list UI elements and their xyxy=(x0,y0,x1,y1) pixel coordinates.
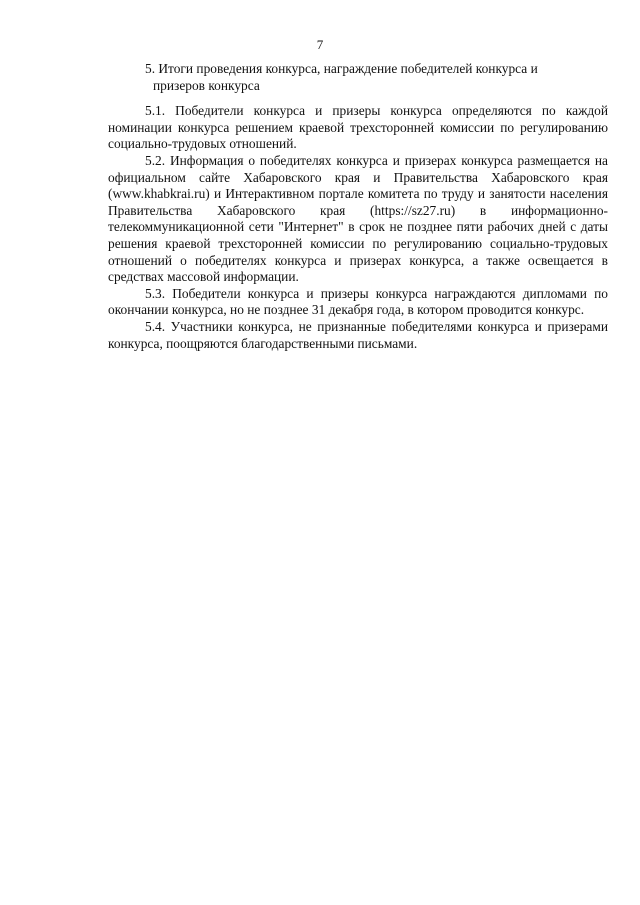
paragraph-5-2: 5.2. Информация о победителях конкурса и призерах конкурса размещается на официальном сайте Хабаровского края и Правительства Хабаровского края (www.khabkrai.ru) и Интерактивном портале комитета по труду и занятости населения Правительства Хабаровского края (https://sz27.ru) в информационно-телекоммуникационной сети "Интернет" в срок не позднее пяти рабочих дней с даты решения краевой трехсторонней комиссии по регулированию социально-трудовых отношений о победителях конкурса и призерах конкурса, а также освещается в средствах массовой информации. xyxy=(108,152,608,285)
section-heading-line-1: 5. Итоги проведения конкурса, награждение победителей конкурса и xyxy=(145,61,538,76)
section-heading-line-2: призеров конкурса xyxy=(153,77,260,93)
paragraph-5-4: 5.4. Участники конкурса, не признанные победителями конкурса и призерами конкурса, поощряются благодарственными письмами. xyxy=(108,318,608,351)
document-body xyxy=(108,61,608,352)
paragraph-5-1: 5.1. Победители конкурса и призеры конкурса определяются по каждой номинации конкурса решением краевой трехсторонней комиссии по регулированию социально-трудовых отношений. xyxy=(108,103,608,152)
section-heading xyxy=(108,61,608,94)
paragraph-5-3: 5.3. Победители конкурса и призеры конкурса награждаются дипломами по окончании конкурса, но не позднее 31 декабря года, в котором проводится конкурс. xyxy=(108,285,608,318)
page-number: 7 xyxy=(316,37,324,52)
